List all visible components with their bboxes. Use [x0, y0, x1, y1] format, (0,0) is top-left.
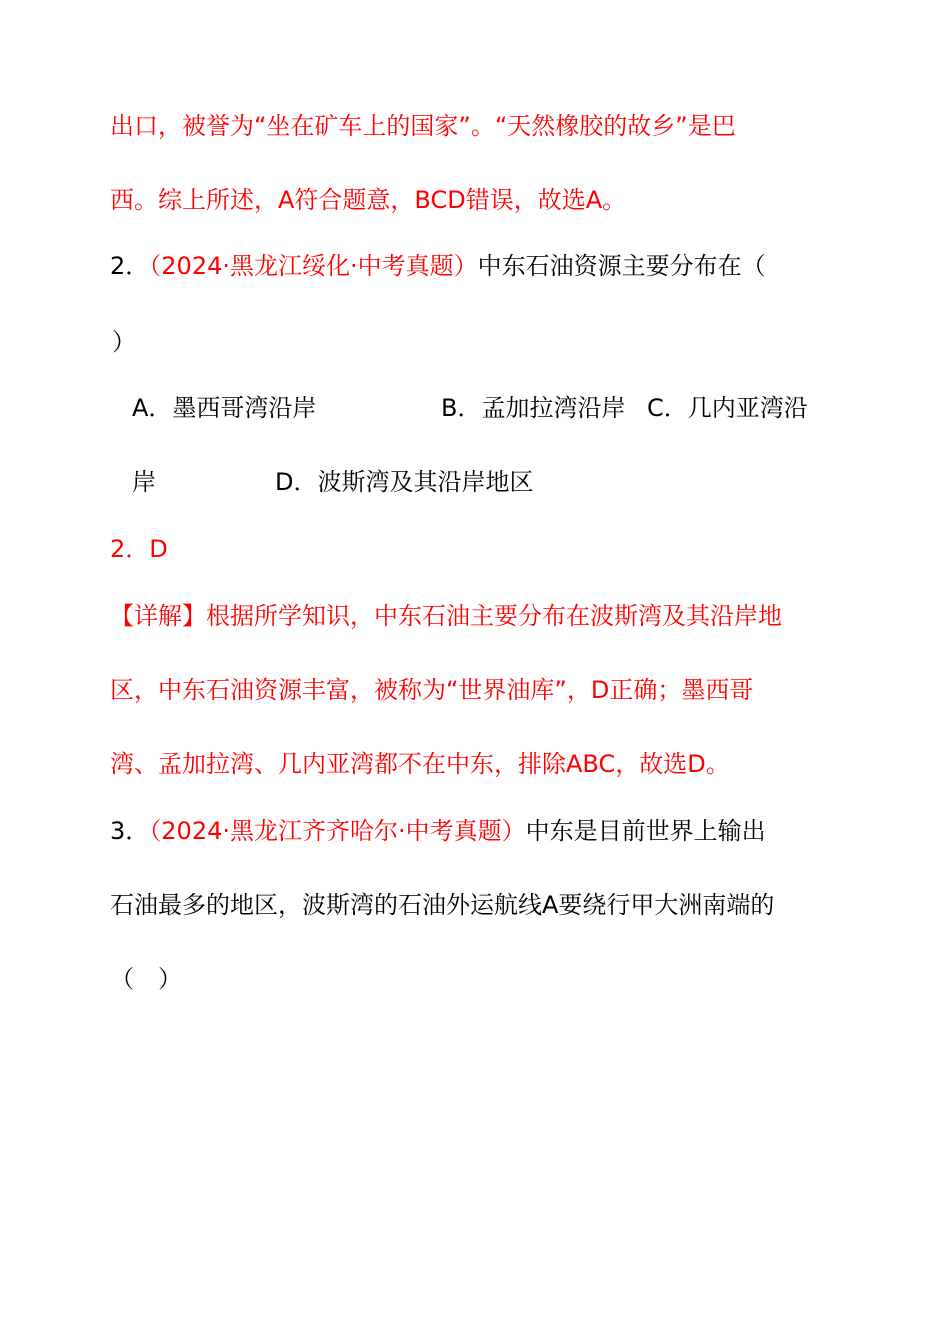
question-3-text-1: 中东是目前世界上输出 [525, 817, 766, 845]
question-2-text: 中东石油资源主要分布在（ [477, 252, 766, 280]
question-3-stem [110, 815, 766, 847]
option-a: A．墨西哥湾沿岸 [132, 394, 317, 422]
detail-line-1 [110, 600, 782, 632]
detail-label: 【详解】 [110, 602, 206, 630]
detail-line-2: 区，中东石油资源丰富，被称为“世界油库”，D正确；墨西哥 [110, 676, 754, 704]
option-c: C．几内亚湾沿 [647, 394, 808, 422]
question-2-source: （2024·黑龙江绥化·中考真题） [149, 252, 478, 280]
explanation-line-2: 西。综上所述，A符合题意，BCD错误，故选A。 [110, 186, 627, 214]
detail-line-3: 湾、孟加拉湾、几内亚湾都不在中东，排除ABC，故选D。 [110, 750, 730, 778]
explanation-line-1: 出口，被誉为“坐在矿车上的国家”。“天然橡胶的故乡”是巴 [110, 112, 736, 140]
option-c-continuation: 岸 [132, 468, 156, 496]
option-d: D．波斯湾及其沿岸地区 [275, 468, 534, 496]
question-3-source: （2024·黑龙江齐齐哈尔·中考真题） [149, 817, 526, 845]
question-2-stem [110, 250, 766, 282]
question-2-number: 2． [110, 252, 150, 280]
question-3-number: 3． [110, 817, 150, 845]
option-b: B．孟加拉湾沿岸 [441, 394, 626, 422]
detail-text-1: 根据所学知识，中东石油主要分布在波斯湾及其沿岸地 [206, 602, 782, 630]
question-3-paren: （ ） [110, 965, 182, 993]
answer-2: 2．D [110, 535, 168, 563]
question-3-text-2: 石油最多的地区，波斯湾的石油外运航线A要绕行甲大洲南端的 [110, 891, 775, 919]
question-2-paren-close: ） [112, 328, 136, 356]
